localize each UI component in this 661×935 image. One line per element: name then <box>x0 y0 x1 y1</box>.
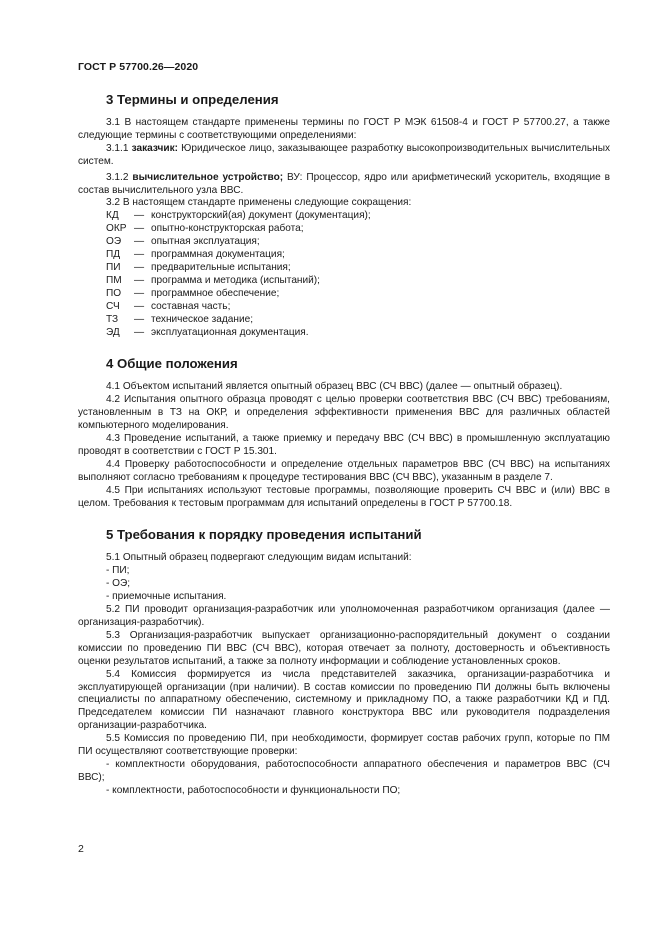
list-item: - комплектности оборудования, работоспособности аппаратного обеспечения и параметров ВВС (СЧ ВВС); <box>78 758 610 783</box>
abbreviation-dash: — <box>134 300 145 312</box>
abbreviation-code: ТЗ <box>106 313 119 325</box>
abbreviation-dash: — <box>134 261 145 273</box>
abbreviation-row <box>78 249 610 262</box>
paragraph-3-2: 3.2 В настоящем стандарте применены следующие сокращения: <box>106 197 412 209</box>
term-3-1-1 <box>78 143 610 169</box>
abbreviation-text: конструкторский(ая) документ (документация); <box>151 210 371 222</box>
section-4-title: 4 Общие положения <box>106 356 238 372</box>
abbreviation-text: программное обеспечение; <box>151 287 280 299</box>
term-number: 3.1.2 <box>106 171 133 183</box>
abbreviation-code: ОКР <box>106 223 127 235</box>
abbreviation-dash: — <box>134 223 145 235</box>
paragraph-4-2: 4.2 Испытания опытного образца проводят с целью проверки соответствия ВВС (СЧ ВВС) требованиям, установленным в ТЗ на ОКР, и определения эффективности применения ВВС для различных областей компьютерного моделирования. <box>78 394 610 432</box>
abbreviation-dash: — <box>134 287 145 299</box>
abbreviation-row <box>78 236 610 249</box>
abbreviation-row <box>78 301 610 314</box>
term-number: 3.1.1 <box>106 142 132 154</box>
abbreviation-text: программная документация; <box>151 249 285 261</box>
section-5-title: 5 Требования к порядку проведения испытаний <box>106 527 422 543</box>
abbreviation-row <box>78 262 610 275</box>
abbreviation-text: предварительные испытания; <box>151 261 291 273</box>
term-definition: ВУ: Процессор, ядро или арифметический ускоритель, входящие в состав вычислительного узла ВВС. <box>78 171 611 196</box>
abbreviation-dash: — <box>134 236 145 248</box>
abbreviation-code: ПМ <box>106 274 122 286</box>
abbreviation-code: ОЭ <box>106 236 122 248</box>
abbreviation-code: ПД <box>106 249 121 261</box>
paragraph-4-5: 4.5 При испытаниях используют тестовые программы, позволяющие проверить СЧ ВВС и (или) ВВС в целом. Требования к тестовым программам для испытаний определены в ГОСТ Р 57700.18. <box>78 484 610 509</box>
paragraph-4-4: 4.4 Проверку работоспособности и определение отдельных параметров ВВС (СЧ ВВС) на испытаниях выполняют согласно требованиям к процедуре тестирования ВВС (СЧ ВВС), указанным в разделе 7. <box>78 458 610 483</box>
list-item: - ОЭ; <box>106 578 131 590</box>
abbreviation-dash: — <box>134 313 145 325</box>
abbreviation-text: составная часть; <box>151 300 231 312</box>
abbreviation-code: ПО <box>106 287 122 299</box>
abbreviation-dash: — <box>134 249 145 261</box>
abbreviation-row <box>78 275 610 288</box>
abbreviation-row <box>78 314 610 327</box>
section-3-title: 3 Термины и определения <box>106 92 279 107</box>
page-number: 2 <box>78 843 84 855</box>
abbreviation-row <box>78 223 610 236</box>
paragraph-5-4: 5.4 Комиссия формируется из числа представителей заказчика, организации-разработчика и эксплуатирующей организации (при наличии). В состав комиссии по проведению ПИ должны быть включены специалисты по аппаратному обеспечению, системному и прикладному ПО, а также разработчики КД и ПД. Председателем комиссии ПИ назначают главного конструктора ВВС или руководителя подразделения организации-разработчика. <box>78 668 610 732</box>
abbreviation-row <box>78 327 610 340</box>
abbreviation-row <box>78 288 610 301</box>
abbreviation-text: программа и методика (испытаний); <box>151 274 320 286</box>
abbreviation-text: техническое задание; <box>151 313 254 325</box>
term-name: заказчик: <box>131 142 179 154</box>
abbreviation-code: СЧ <box>106 300 120 312</box>
term-name: вычислительное устройство; <box>132 171 284 183</box>
abbreviation-code: ПИ <box>106 261 121 273</box>
abbreviation-list <box>78 210 610 339</box>
document-body <box>78 92 610 798</box>
paragraph-5-5: 5.5 Комиссия по проведению ПИ, при необходимости, формирует состав рабочих групп, которые по ПМ ПИ осуществляют соответствующие проверки: <box>78 733 610 758</box>
document-header: ГОСТ Р 57700.26—2020 <box>78 61 199 73</box>
abbreviation-text: эксплуатационная документация. <box>151 326 309 338</box>
abbreviation-dash: — <box>134 210 145 222</box>
abbreviation-text: опытно-конструкторская работа; <box>151 223 304 235</box>
abbreviation-row <box>78 210 610 223</box>
paragraph-4-1: 4.1 Объектом испытаний является опытный образец ВВС (СЧ ВВС) (далее — опытный образец). <box>106 381 563 393</box>
paragraph-5-2: 5.2 ПИ проводит организация-разработчик или уполномоченная разработчиком организация (далее — организация-разработчик). <box>78 604 610 628</box>
abbreviation-dash: — <box>134 274 145 286</box>
list-item: - приемочные испытания. <box>106 591 227 603</box>
abbreviation-dash: — <box>134 326 145 338</box>
paragraph-5-3: 5.3 Организация-разработчик выпускает организационно-распорядительный документ о создании комиссии по проведению ПИ ВВС (СЧ ВВС), которая отвечает за полноту, достоверность и объективность оценки результатов испытаний, а также за полноту информации и соблюдение установленных сроков. <box>78 629 610 667</box>
list-item: - комплектности, работоспособности и функциональности ПО; <box>106 784 401 796</box>
abbreviation-code: КД <box>106 210 119 222</box>
paragraph-3-1: 3.1 В настоящем стандарте применены термины по ГОСТ Р МЭК 61508-4 и ГОСТ Р 57700.27, а также следующие термины с соответствующими определениями: <box>78 117 610 141</box>
term-definition: Юридическое лицо, заказывающее разработку высокопроизводительных вычислительных систем. <box>78 142 610 167</box>
list-item: - ПИ; <box>106 565 130 577</box>
paragraph-5-1: 5.1 Опытный образец подвергают следующим видам испытаний: <box>106 552 412 564</box>
paragraph-4-3: 4.3 Проведение испытаний, а также приемку и передачу ВВС (СЧ ВВС) в промышленную эксплуатацию проводят в соответствии с ГОСТ Р 15.301. <box>78 433 610 457</box>
abbreviation-text: опытная эксплуатация; <box>151 236 260 248</box>
term-3-1-2 <box>78 172 610 198</box>
abbreviation-code: ЭД <box>106 326 120 338</box>
